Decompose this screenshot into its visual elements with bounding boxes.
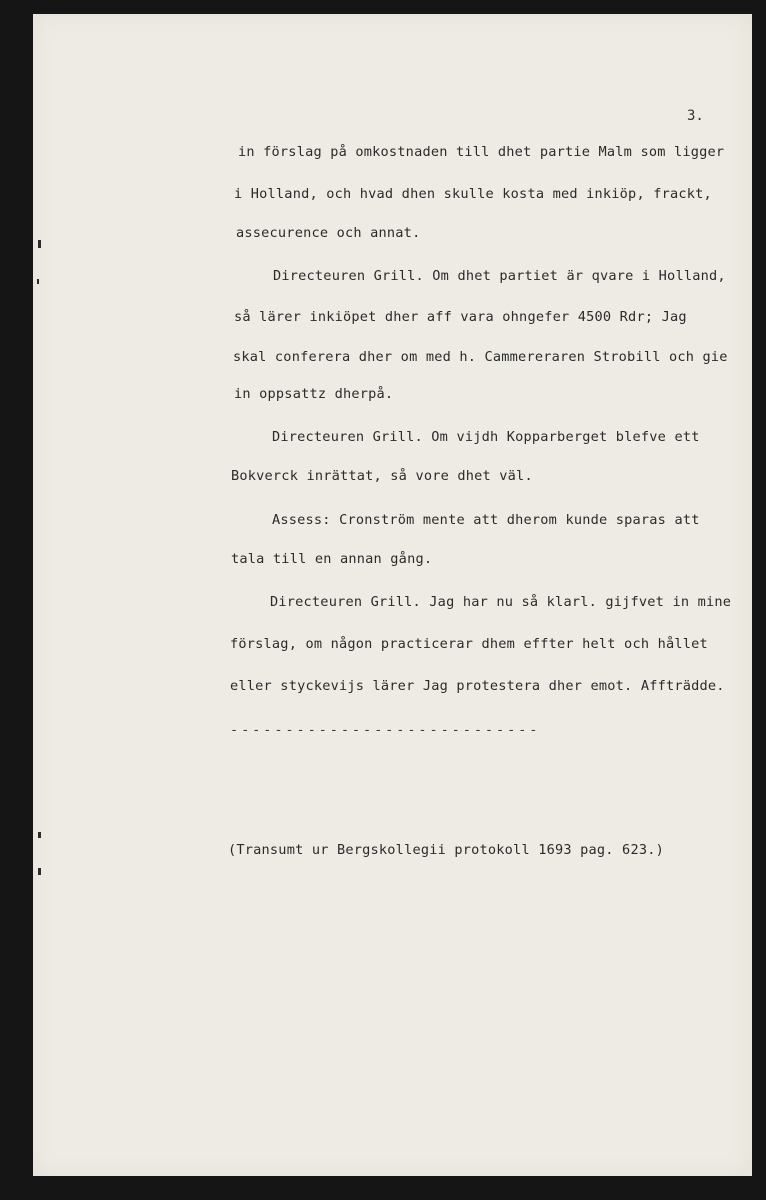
margin-mark	[38, 868, 41, 875]
separator-line: ----------------------------	[230, 722, 541, 738]
citation: (Transumt ur Bergskollegii protokoll 1693 pag. 623.)	[228, 842, 664, 858]
text-line: tala till en annan gång.	[231, 551, 433, 567]
text-line: Directeuren Grill. Jag har nu så klarl. gijfvet in mine	[270, 594, 732, 610]
text-line: förslag, om någon practicerar dhem effter helt och hållet	[230, 636, 708, 652]
text-line: eller styckevijs lärer Jag protestera dher emot. Affträdde.	[230, 678, 725, 694]
text-line: in förslag på omkostnaden till dhet partie Malm som ligger	[238, 144, 725, 160]
margin-mark	[38, 240, 41, 248]
text-line: skal conferera dher om med h. Cammereraren Strobill och gie	[233, 349, 728, 365]
text-line: in oppsattz dherpå.	[234, 386, 394, 402]
text-line: Directeuren Grill. Om vijdh Kopparberget blefve ett	[272, 429, 700, 445]
margin-mark	[37, 279, 39, 284]
text-line: Bokverck inrättat, så vore dhet väl.	[231, 468, 533, 484]
margin-mark	[38, 832, 41, 838]
page-number: 3.	[687, 108, 704, 124]
text-line: Assess: Cronström mente att dherom kunde sparas att	[272, 512, 700, 528]
text-line: i Holland, och hvad dhen skulle kosta med inkiöp, frackt,	[234, 186, 712, 202]
text-line: så lärer inkiöpet dher aff vara ohngefer 4500 Rdr; Jag	[234, 309, 687, 325]
text-line: assecurence och annat.	[236, 225, 421, 241]
text-line: Directeuren Grill. Om dhet partiet är qvare i Holland,	[273, 268, 726, 284]
